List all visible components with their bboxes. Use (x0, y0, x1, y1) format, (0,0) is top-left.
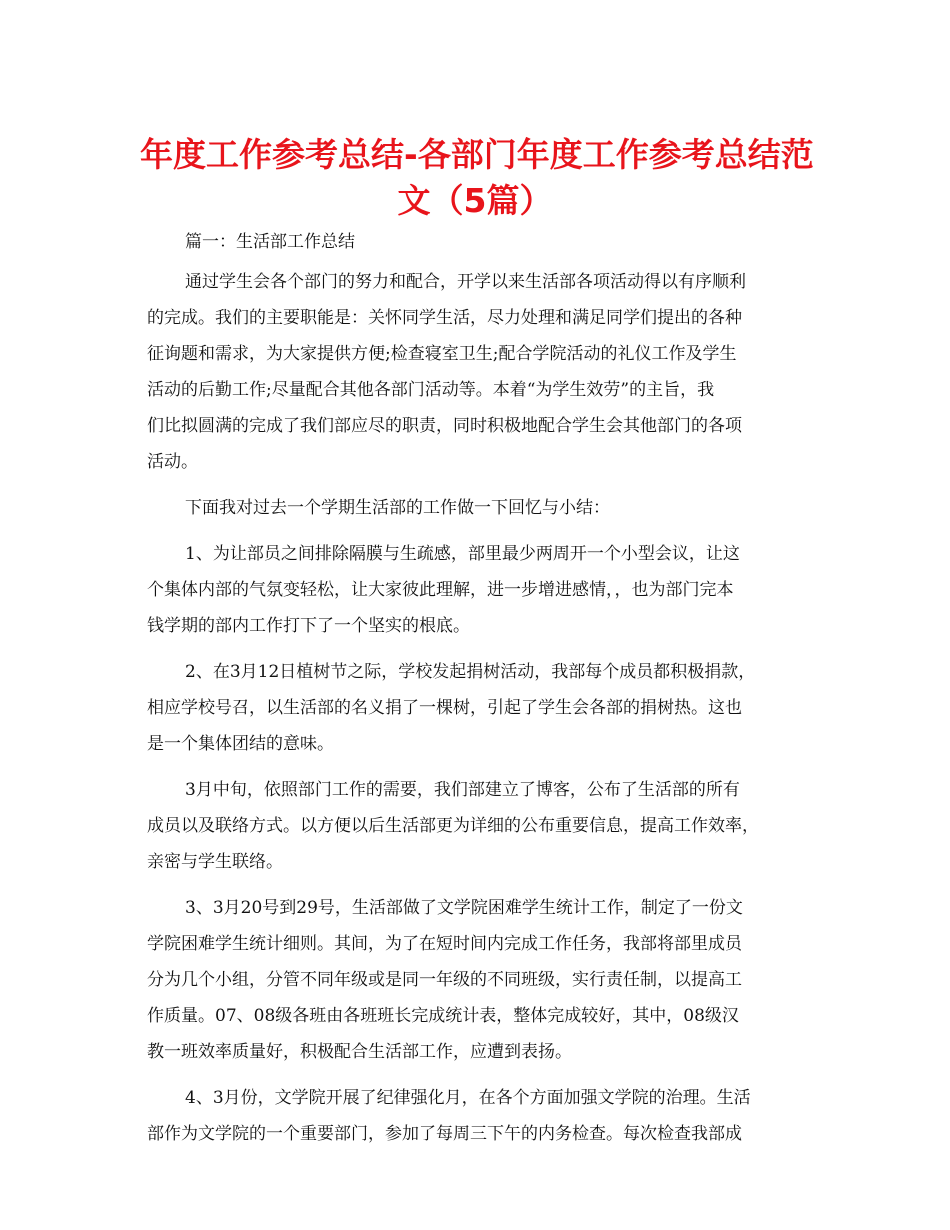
title-line: 文（5篇） (397, 181, 553, 220)
paragraph-line: 教一班效率质量好，积极配合生活部工作，应遭到表扬。 (147, 1042, 572, 1062)
paragraph-line: 的完成。我们的主要职能是：关怀同学生活，尽力处理和满足同学们提出的各种 (147, 308, 742, 328)
paragraph (147, 1080, 812, 1152)
paragraph-line: 钱学期的部内工作打下了一个坚实的根底。 (147, 616, 470, 636)
paragraph-line: 通过学生会各个部门的努力和配合，开学以来生活部各项活动得以有序顺利 (185, 272, 746, 292)
paragraph (147, 536, 812, 644)
paragraph-line: 征询题和需求，为大家提供方便;检查寝室卫生;配合学院活动的礼仪工作及学生 (147, 344, 737, 364)
paragraph-line: 2、在3月12日植树节之际，学校发起捐树活动，我部每个成员都积极捐款， (185, 662, 756, 682)
section-heading: 篇一：生活部工作总结 (185, 232, 355, 252)
paragraph (147, 772, 812, 880)
paragraph (147, 654, 812, 762)
paragraph (147, 264, 812, 480)
document-title (140, 132, 814, 224)
paragraph-line: 3、3月20号到29号，生活部做了文学院困难学生统计工作，制定了一份文 (185, 898, 743, 918)
paragraph (147, 890, 812, 1070)
paragraph-line: 下面我对过去一个学期生活部的工作做一下回忆与小结： (185, 498, 610, 518)
paragraph-line: 活动的后勤工作;尽量配合其他各部门活动等。本着“为学生效劳”的主旨，我 (147, 380, 715, 400)
paragraph-line: 活动。 (147, 452, 198, 472)
paragraph-line: 作质量。07、08级各班由各班班长完成统计表，整体完成较好，其中，08级汉 (147, 1006, 739, 1026)
paragraph-line: 3月中旬，依照部门工作的需要，我们部建立了博客，公布了生活部的所有 (185, 780, 740, 800)
paragraph-line: 个集体内部的气氛变轻松，让大家彼此理解，进一步增进感情，，也为部门完本 (147, 580, 734, 600)
paragraph-line: 部作为文学院的一个重要部门，参加了每周三下午的内务检查。每次检查我部成 (147, 1124, 742, 1144)
paragraph-line: 们比拟圆满的完成了我们部应尽的职责，同时积极地配合学生会其他部门的各项 (147, 416, 742, 436)
paragraph-line: 4、3月份，文学院开展了纪律强化月，在各个方面加强文学院的治理。生活 (185, 1088, 751, 1108)
paragraph-line: 是一个集体团结的意味。 (147, 734, 334, 754)
paragraph-line: 分为几个小组，分管不同年级或是同一年级的不同班级，实行责任制，以提高工 (147, 970, 742, 990)
title-line: 年度工作参考总结-各部门年度工作参考总结范 (140, 135, 814, 174)
paragraph-line: 亲密与学生联络。 (147, 852, 283, 872)
document-body (147, 226, 812, 1162)
paragraph-line: 成员以及联络方式。以方便以后生活部更为详细的公布重要信息，提高工作效率， (147, 816, 759, 836)
paragraph-line: 1、为让部员之间排除隔膜与生疏感，部里最少两周开一个小型会议，让这 (185, 544, 740, 564)
paragraph-line: 学院困难学生统计细则。其间，为了在短时间内完成工作任务，我部将部里成员 (147, 934, 742, 954)
paragraph (147, 490, 812, 526)
paragraph-line: 相应学校号召，以生活部的名义捐了一棵树，引起了学生会各部的捐树热。这也 (147, 698, 742, 718)
